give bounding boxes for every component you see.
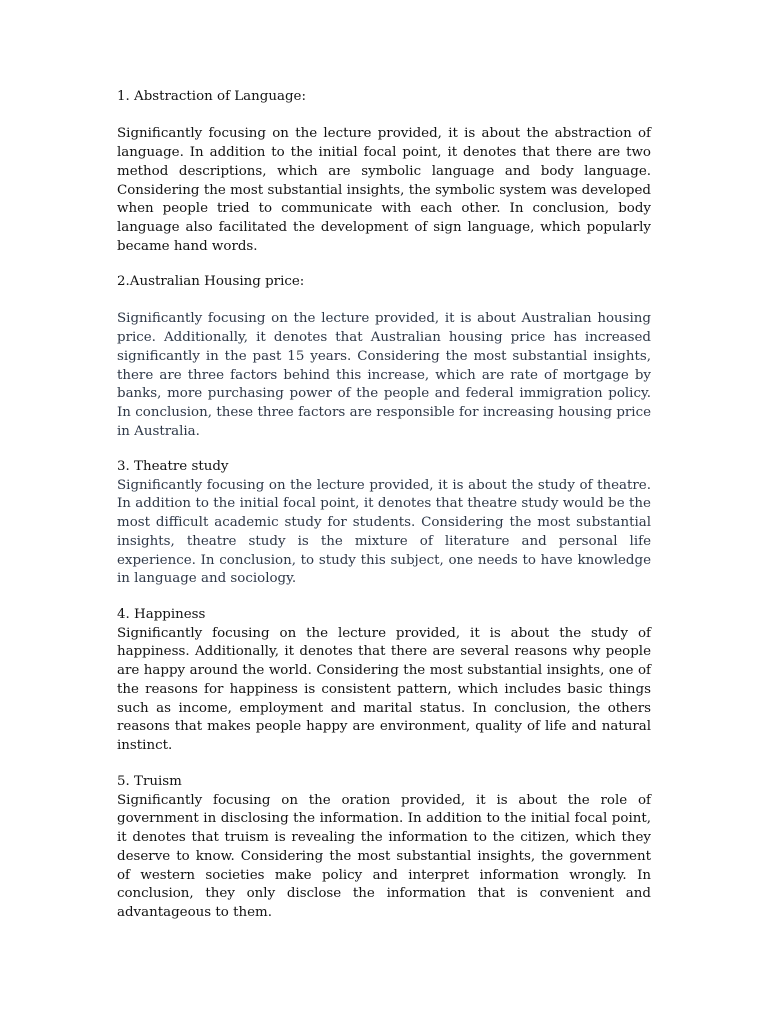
section-body: Significantly focusing on the lecture provided, it is about Australian housing price. Additionally, it denotes that Australian housing price has increased significantly in the past 15 years. Considering the most substantial insights, there are three factors behind this increase, which are rate of mortgage by banks, more purchasing power of the people and federal immigration policy. In conclusion, these three factors are responsible for increasing housing price in Australia. <box>117 311 651 439</box>
section-heading: 1. Abstraction of Language: <box>117 89 306 104</box>
section-body: Significantly focusing on the lecture provided, it is about the abstraction of language. In addition to the initial focal point, it denotes that there are two method descriptions, which are symbolic language and body language. Considering the most substantial insights, the symbolic system was developed when people tried to communicate with each other. In conclusion, body language also facilitated the development of sign language, which popularly became hand words. <box>117 126 651 254</box>
section-heading: 5. Truism <box>117 774 182 789</box>
section-body: Significantly focusing on the lecture provided, it is about the study of happiness. Additionally, it denotes that there are several reasons why people are happy around the world. Considering the most substantial insights, one of the reasons for happiness is consistent pattern, which includes basic things such as income, employment and marital status. In conclusion, the others reasons that makes people happy are environment, quality of life and natural instinct. <box>117 625 651 753</box>
section-australian-housing-price <box>117 273 651 441</box>
section-heading: 2.Australian Housing price: <box>117 274 305 289</box>
section-truism <box>117 773 651 923</box>
section-heading: 3. Theatre study <box>117 459 229 474</box>
section-abstraction-of-language <box>117 88 651 256</box>
section-body: Significantly focusing on the oration provided, it is about the role of government in disclosing the information. In addition to the initial focal point, it denotes that truism is revealing the information to the citizen, which they deserve to know. Considering the most substantial insights, the government of western societies make policy and interpret information wrongly. In conclusion, they only disclose the information that is convenient and advantageous to them. <box>117 792 651 920</box>
section-theatre-study <box>117 458 651 589</box>
section-body: Significantly focusing on the lecture provided, it is about the study of theatre. In addition to the initial focal point, it denotes that theatre study would be the most difficult academic study for students. Considering the most substantial insights, theatre study is the mixture of literature and personal life experience. In conclusion, to study this subject, one needs to have knowledge in language and sociology. <box>117 477 651 587</box>
paragraph-gap <box>117 107 651 126</box>
section-heading: 4. Happiness <box>117 607 206 622</box>
section-happiness <box>117 606 651 756</box>
paragraph-gap <box>117 292 651 311</box>
